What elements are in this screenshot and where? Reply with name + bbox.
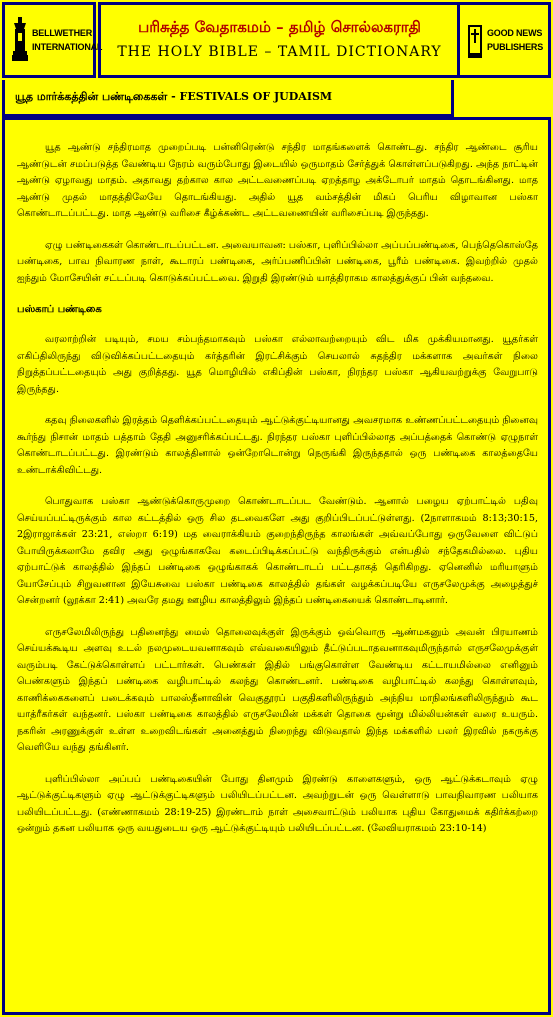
page-header xyxy=(0,0,553,80)
bellwether-logo xyxy=(2,2,103,78)
paragraph-1: யூத ஆண்டு சந்திரமாத முறைப்படி பன்னிரெண்டு சந்திர மாதங்களைக் கொண்டது. சந்திர ஆண்டை சூரிய ஆண்டுடன் சமப்படுத்த வேண்டிய நேரம் வரும்போது இடையில் ஒருமாதம் சேர்த்துக் கொள்ளப்படுகிறது. அந்த நாட்டின் ஆண்டு ஏழாவது மாதம். அதாவது தற்கால கால அட்டவணைப்படி ஏறத்தாழ அக்டோபர் மாதம் தொடங்கினது. மாத ஆண்டு முதல் மாதத்திலேயே தொடங்கியது. அதில் யூத வம்சத்தின் மிகப் பெரிய விழாவான பஸ்கா கொண்டாடப்பட்டது. மாத ஆண்டு வரிசை கீழ்க்கண்ட அட்டவணையின் வரிசைப்படி இருந்தது. xyxy=(17,142,538,219)
book-icon xyxy=(466,15,484,65)
subheading-passover: பஸ்காப் பண்டிகை xyxy=(17,304,102,315)
section-title-box xyxy=(2,80,454,117)
paragraph-3: வரலாற்றின் படியும், சமய சம்பந்தமாகவும் பஸ்கா எல்லாவற்றையும் விட மிக முக்கியமானது. யூதர்கள் எகிப்திலிருந்து விடுவிக்கப்பட்டதையும் கர்த்தரின் இரட்சிக்கும் செயலால் சுதந்திர மக்களாக அவர்கள் நிலை நிறுத்தப்பட்டதையும் அது குறித்தது. யூத மொழியில் எகிப்தின் பஸ்கா, நிரந்தர பஸ்கா ஆகியவற்றுக்கு வேறுபாடு இருந்தது. xyxy=(17,334,538,395)
paragraph-6: எருசலேமிலிருந்து பதினைந்து மைல் தொலைவுக்குள் இருக்கும் ஒவ்வொரு ஆண்மகனும் அவன் பிரயாணம் செய்யக்கூடிய அளவு உடல் நலமுடையவனாகவும் எவ்வகையிலும் தீட்டுப்படாதவனாகவுமிருந்தால் எருசலேமுக்குள் வரும்படி கேட்டுக்கொள்ளப் பட்டார்கள். பெண்கள் இதில் பங்குகொள்ள வேண்டிய கட்டாயமில்லை எனினும் பெண்களும் இந்தப் பண்டிகை வழிபாட்டில் கலந்து கொண்டனர். பண்டிகை வழிபாட்டில் கலந்து கொள்ளவும், காணிக்கைகளைப் படைக்கவும் பாலஸ்தீனாவின் வெகுதூரப் பகுதிகளிலிருந்தும் அந்நிய மாநிலங்களிலிருந்தும் கூட யாத்ரீகர்கள் வந்தனர். பஸ்கா பண்டிகை காலத்தில் எருசலேமின் மக்கள் தொகை மூன்று மில்லியன்கள் வரை உயரும். நகரின் அரணுக்குள் உள்ள உறைவிடங்கள் அனைத்தும் நிறைந்து விடுவதால் இந்த மக்களில் பலர் இரவில் நகருக்கு வெளியே வந்து தங்கினர். xyxy=(17,626,538,753)
article-content xyxy=(2,117,551,1015)
page-title-english: THE HOLY BIBLE – TAMIL DICTIONARY xyxy=(117,44,442,60)
title-box xyxy=(98,2,461,78)
paragraph-5: பொதுவாக பஸ்கா ஆண்டுக்கொருமுறை கொண்டாடப்பட வேண்டும். ஆனால் பழைய ஏற்பாட்டில் பதிவு செய்யப்பட்டிருக்கும் கால கட்டத்தில் ஒரு சில தடவைகளே அது குறிப்பிடப்பட்டுள்ளது. (2நாளாகமம் 8:13;30:15, 2இராஜாக்கள் 23:21, எஸ்றா 6:19) மத வைராக்கியம் குறைந்திருந்த காலங்கள் அவ்வப்போது ஒருவேளை விட்டுப் போயிருக்கலாமே தவிர அது ஒழுங்காகவே கடைப்பிடிக்கப்பட்டு வந்திருக்கும் என்பதில் சந்தேகமில்லை. புதிய ஏற்பாட்டுக் காலத்தில் இந்தப் பண்டிகை ஒழுங்காகக் கொண்டாடப் பட்டதாகத் தெரிகிறது. ஏனெனில் மரியாளும் யோசேப்பும் சிறுவனான இயேசுவை பஸ்கா பண்டிகை காலத்தில் தங்கள் வழக்கப்படியே எருசலேமுக்கு அழைத்துச் சென்றனர் (லூக்கா 2:41) அவரே தமது ஊழிய காலத்திலும் இந்தப் பண்டிகையைக் கொண்டாடினார். xyxy=(17,496,538,606)
section-title: யூத மார்க்கத்தின் பண்டிகைகள் - FESTIVALS OF JUDAISM xyxy=(15,90,333,103)
bell-tower-icon xyxy=(11,15,29,65)
page-title-tamil: பரிசுத்த வேதாகமம் – தமிழ் சொல்லகராதி xyxy=(138,18,421,36)
paragraph-2: ஏழு பண்டிகைகள் கொண்டாடப்பட்டன. அவையாவன: பஸ்கா, புளிப்பில்லா அப்பப்பண்டிகை, பெந்தெகொஸ்தே பண்டிகை, பாவ நிவாரண நாள், கூடாரப் பண்டிகை, அர்ப்பணிப்பின் பண்டிகை, பூரீம் பண்டிகை. இவற்றில் முதல் ஐந்தும் மோசேயின் சட்டப்படி கொடுக்கப்பட்டவை. இறுதி இரண்டும் யாத்திராகம காலத்துக்குப் பின் வந்தவை. xyxy=(17,239,538,284)
good-news-logo-text: GOOD NEWS PUBLISHERS xyxy=(487,28,544,52)
bellwether-logo-text: BELLWETHER INTERNATIONAL xyxy=(32,28,103,52)
paragraph-4: கதவு நிலைகளில் இரத்தம் தெளிக்கப்பட்டதையும் ஆட்டுக்குட்டியானது அவசரமாக உண்ணப்பட்டதையும் நினைவு கூர்ந்து நிசான் மாதம் பத்தாம் தேதி அனுசரிக்கப்பட்டது. நிரந்தர பஸ்கா புளிப்பில்லாத அப்பத்தைக் கொண்டு ஏழுநாள் கொண்டாடப்பட்டது. இரண்டும் காலத்தினால் ஒன்றோடொன்று நெருங்கி இருந்ததால் ஒரு பண்டிகை காலத்தையே உண்டாக்கிவிட்டது. xyxy=(17,415,538,476)
paragraph-7: புளிப்பில்லா அப்பப் பண்டிகையின் போது தினமும் இரண்டு காளைகளும், ஒரு ஆட்டுக்கடாவும் ஏழு ஆட்டுக்குட்டிகளும் ஏழு ஆட்டுக்குட்டிகளும் பலியிடப்பட்டன. அவற்றுடன் ஒரு வெள்ளாடு பாவநிவாரண பலியாக பலியிடப்பட்டது. (எண்ணாகமம் 28:19-25) இரண்டாம் நாள் அசைவாட்டும் பலியாக புதிய கோதுமைக் கதிர்க்கற்றை ஒன்றும் தகன பலியாக ஒரு வயதுடைய ஒரு ஆட்டுக்குட்டியும் பலியிடப்பட்டன. (லேவியராகமம் 23:10-14) xyxy=(17,773,538,834)
good-news-logo xyxy=(457,2,551,78)
